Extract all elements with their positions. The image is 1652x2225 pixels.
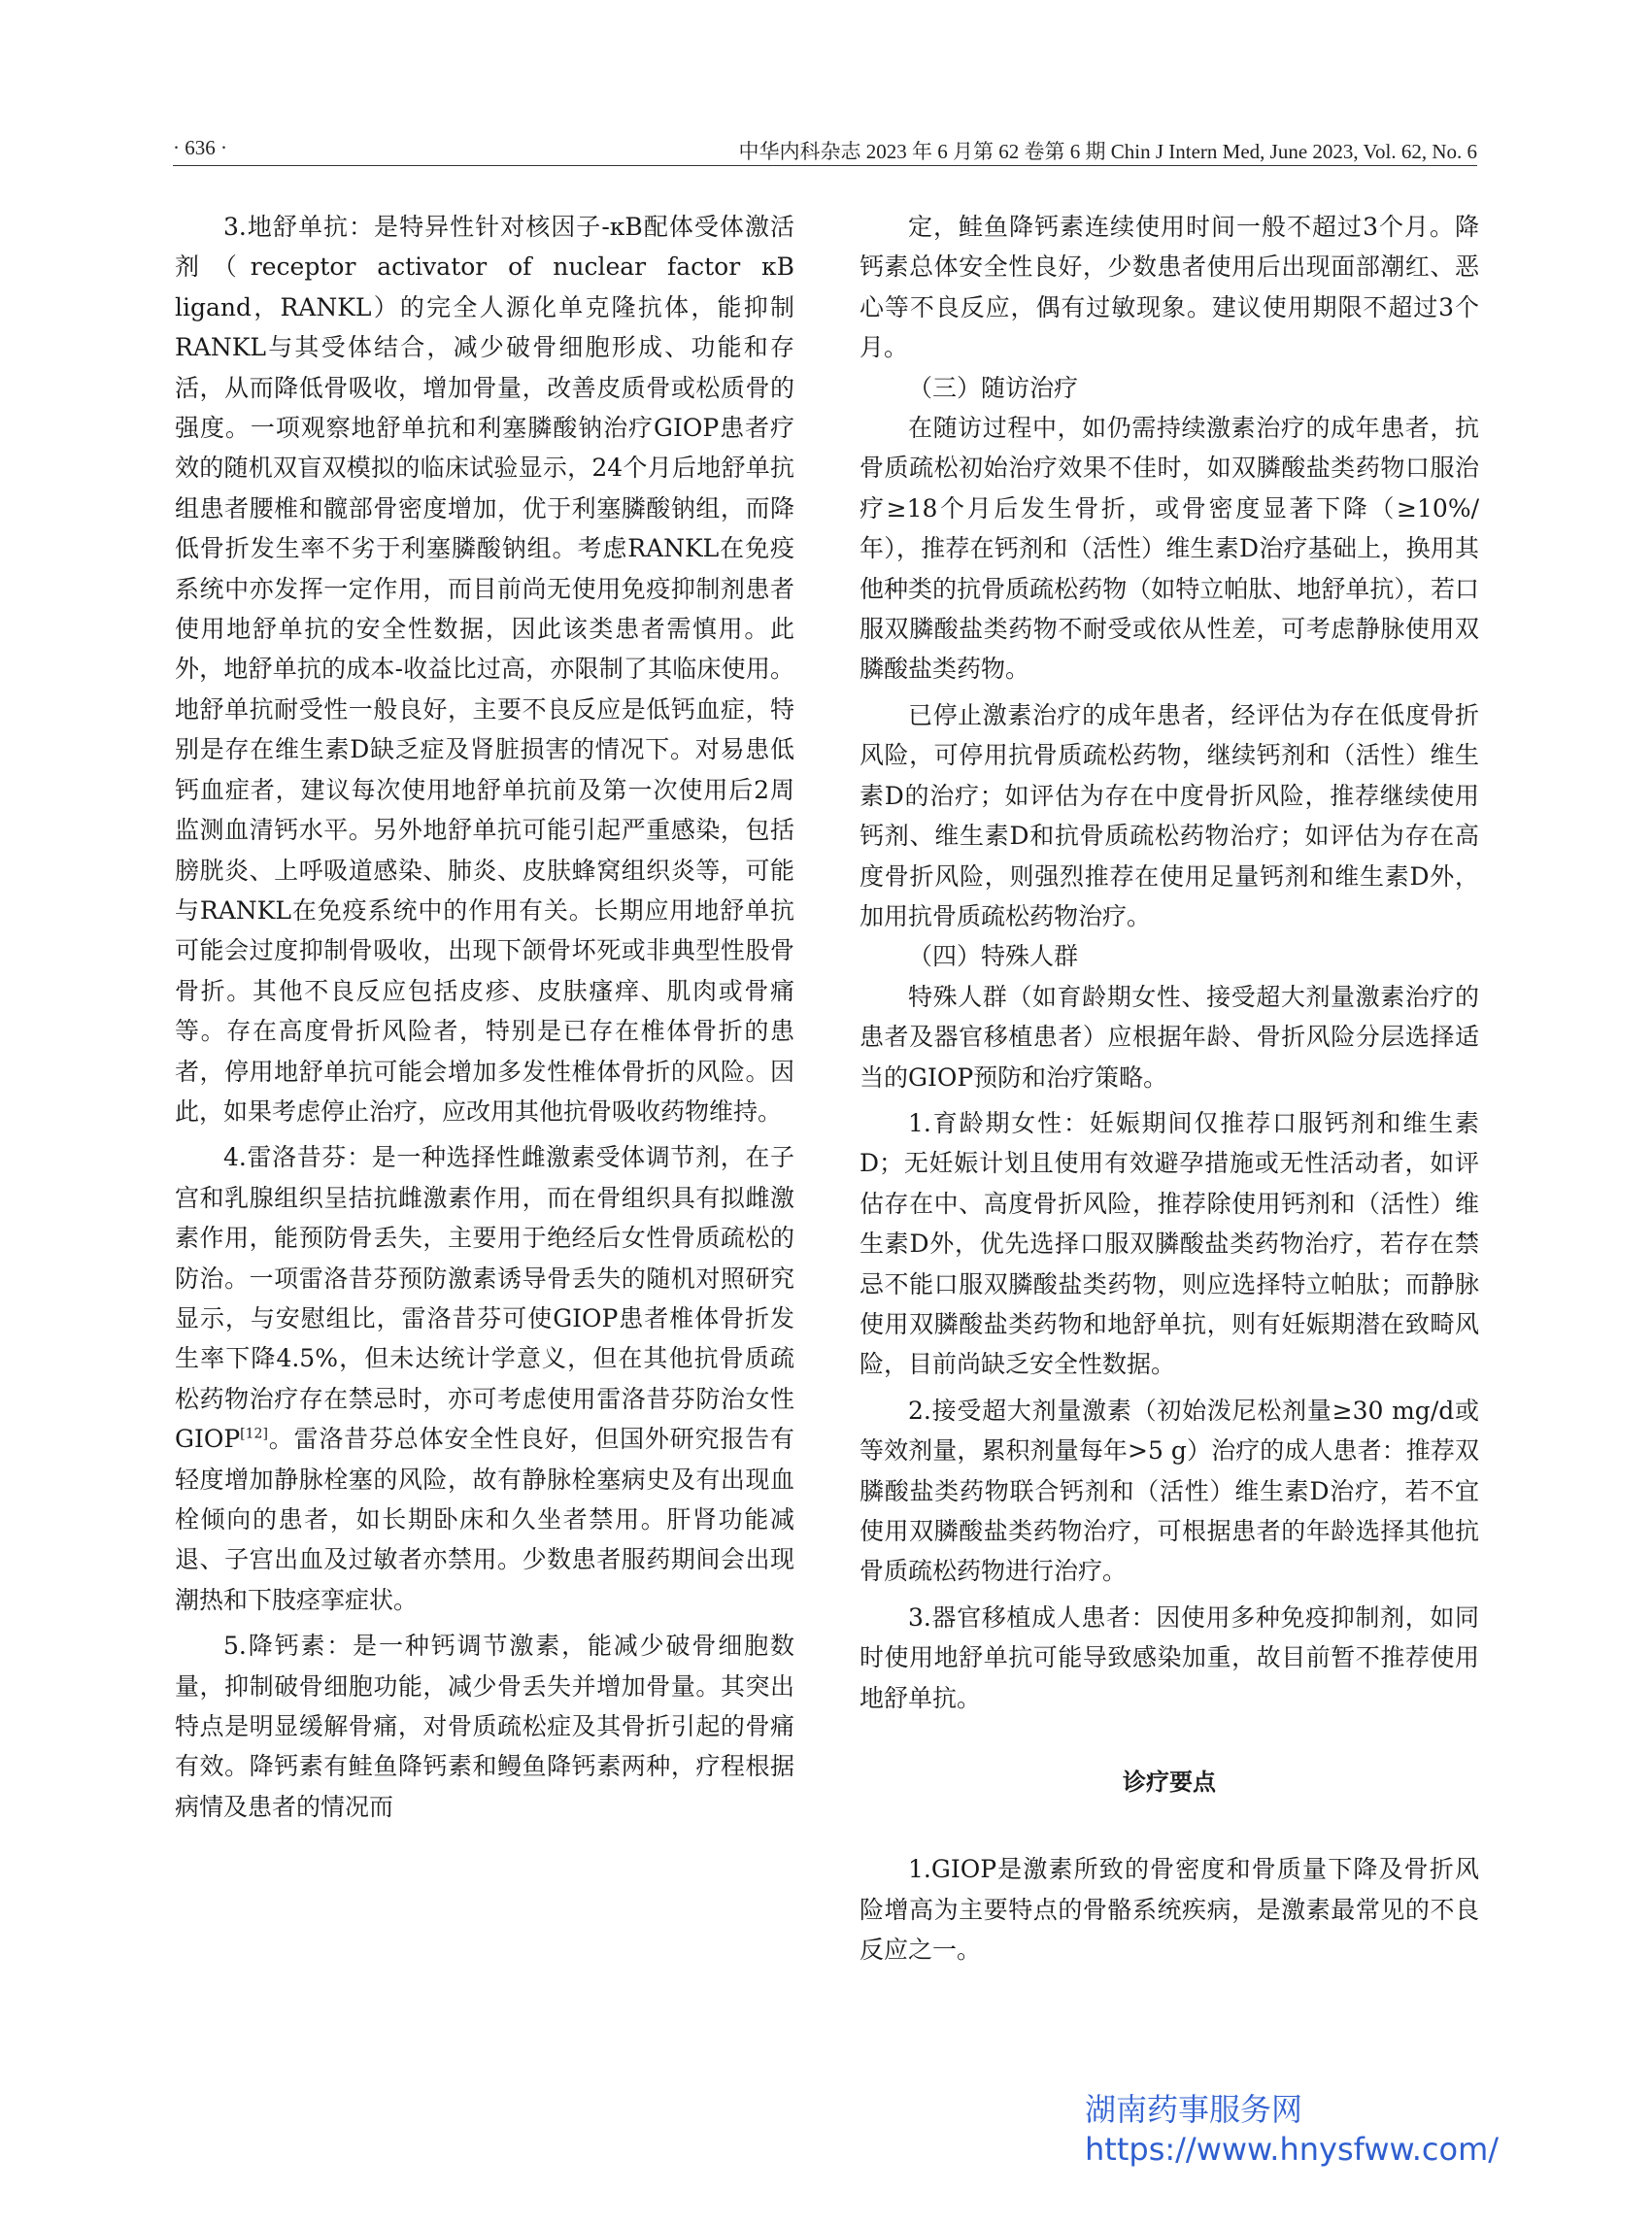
paragraph-special-groups: 特殊人群（如育龄期女性、接受超大剂量激素治疗的患者及器官移植患者）应根据年龄、骨折风险分层选择适当的GIOP预防和治疗策略。 [860,982,1479,1092]
paragraph-high-dose: 2.接受超大剂量激素（初始泼尼松剂量≥30 mg/d或等效剂量，累积剂量每年>5 g）治疗的成人患者：推荐双膦酸盐类药物联合钙剂和（活性）维生素D治疗，若不宜使用双膦酸盐类药物治疗，可根据患者的年龄选择其他抗骨质疏松药物进行治疗。 [860,1396,1479,1586]
paragraph-denosumab: 3.地舒单抗：是特异性针对核因子-κB配体受体激活剂（receptor activator of nuclear factor κB ligand，RANKL）的完全人源化单克隆抗体，能抑制RANKL与其受体结合，减少破骨细胞形成、功能和存活，从而降低骨吸收，增加骨量，改善皮质骨或松质骨的强度。一项观察地舒单抗和利塞膦酸钠治疗GIOP患者疗效的随机双盲双模拟的临床试验显示，24个月后地舒单抗组患者腰椎和髋部骨密度增加，优于利塞膦酸钠组，而降低骨折发生率不劣于利塞膦酸钠组。考虑RANKL在免疫系统中亦发挥一定作用，而目前尚无使用免疫抑制剂患者使用地舒单抗的安全性数据，因此该类患者需慎用。此外，地舒单抗的成本-收益比过高，亦限制了其临床使用。地舒单抗耐受性一般良好，主要不良反应是低钙血症，特别是存在维生素D缺乏症及肾脏损害的情况下。对易患低钙血症者，建议每次使用地舒单抗前及第一次使用后2周监测血清钙水平。另外地舒单抗可能引起严重感染，包括膀胱炎、上呼吸道感染、肺炎、皮肤蜂窝组织炎等，可能与RANKL在免疫系统中的作用有关。长期应用地舒单抗可能会过度抑制骨吸收，出现下颌骨坏死或非典型性股骨骨折。其他不良反应包括皮疹、皮肤瘙痒、肌肉或骨痛等。存在高度骨折风险者，特别是已存在椎体骨折的患者，停用地舒单抗可能会增加多发性椎体骨折的风险。因此，如果考虑停止治疗，应改用其他抗骨吸收药物维持。 [175,213,794,1126]
paragraph-stopped-therapy: 已停止激素治疗的成年患者，经评估为存在低度骨折风险，可停用抗骨质疏松药物，继续钙剂和（活性）维生素D的治疗；如评估为存在中度骨折风险，推荐继续使用钙剂、维生素D和抗骨质疏松药物治疗；如评估为存在高度骨折风险，则强烈推荐在使用足量钙剂和维生素D外，加用抗骨质疏松药物治疗。 [860,700,1479,930]
paragraph-calcitonin: 5.降钙素：是一种钙调节激素，能减少破骨细胞数量，抑制破骨细胞功能，减少骨丢失并增加骨量。其突出特点是明显缓解骨痛，对骨质疏松症及其骨折引起的骨痛有效。降钙素有鲑鱼降钙素和鳗鱼降钙素两种，疗程根据病情及患者的情况而 [175,1632,794,1821]
paragraph-key-point-1: 1.GIOP是激素所致的骨密度和骨质量下降及骨折风险增高为主要特点的骨骼系统疾病，是激素最常见的不良反应之一。 [860,1855,1479,1965]
paragraph-transplant: 3.器官移植成人患者：因使用多种免疫抑制剂，如同时使用地舒单抗可能导致感染加重，故目前暂不推荐使用地舒单抗。 [860,1602,1479,1712]
key-points-heading: 诊疗要点 [1123,1769,1216,1797]
watermark-site-name: 湖南药事服务网 [1085,2091,1303,2128]
header-rule [173,165,1477,166]
citation-ref: [12] [240,1426,268,1442]
paragraph-childbearing-women: 1.育龄期女性：妊娠期间仅推荐口服钙剂和维生素D；无妊娠计划且使用有效避孕措施或无性活动者，如评估存在中、高度骨折风险，推荐除使用钙剂和（活性）维生素D外，优先选择口服双膦酸盐类药物治疗，若存在禁忌不能口服双膦酸盐类药物，则应选择特立帕肽；而静脉使用双膦酸盐类药物和地舒单抗，则有妊娠期潜在致畸风险，目前尚缺乏安全性数据。 [860,1108,1479,1379]
paragraph-raloxifene [175,1137,794,1620]
watermark-url[interactable]: https://www.hnysfww.com/ [1085,2131,1500,2168]
right-column [860,207,1479,1971]
page-number: · 636 · [173,136,227,159]
section-special-groups-title: （四）特殊人群 [908,942,1079,971]
left-column [175,207,794,1827]
section-follow-up-title: （三）随访治疗 [908,373,1079,402]
raloxifene-text-b: 。雷洛昔芬总体安全性良好，但国外研究报告有轻度增加静脉栓塞的风险，故有静脉栓塞病史及有出现血栓倾向的患者，如长期卧床和久坐者禁用。肝肾功能减退、子宫出血及过敏者亦禁用。少数患者服药期间会出现潮热和下肢痉挛症状。 [175,1425,794,1614]
running-header [173,136,1477,165]
journal-citation: 中华内科杂志 2023 年 6 月第 62 卷第 6 期 Chin J Intern Med, June 2023, Vol. 62, No. 6 [738,140,1477,163]
paragraph-calcitonin-cont: 定，鲑鱼降钙素连续使用时间一般不超过3个月。降钙素总体安全性良好，少数患者使用后出现面部潮红、恶心等不良反应，偶有过敏现象。建议使用期限不超过3个月。 [860,213,1479,362]
raloxifene-text-a: 4.雷洛昔芬：是一种选择性雌激素受体调节剂，在子宫和乳腺组织呈拮抗雌激素作用，而在骨组织具有拟雌激素作用，能预防骨丢失，主要用于绝经后女性骨质疏松的防治。一项雷洛昔芬预防激素诱导骨丢失的随机对照研究显示，与安慰组比，雷洛昔芬可使GIOP患者椎体骨折发生率下降4.5%，但未达统计学意义，但在其他抗骨质疏松药物治疗存在禁忌时，亦可考虑使用雷洛昔芬防治女性GIOP [175,1143,794,1454]
paragraph-follow-up: 在随访过程中，如仍需持续激素治疗的成年患者，抗骨质疏松初始治疗效果不佳时，如双膦酸盐类药物口服治疗≥18个月后发生骨折，或骨密度显著下降（≥10%/年），推荐在钙剂和（活性）维生素D治疗基础上，换用其他种类的抗骨质疏松药物（如特立帕肽、地舒单抗），若口服双膦酸盐类药物不耐受或依从性差，可考虑静脉使用双膦酸盐类药物。 [860,414,1479,684]
